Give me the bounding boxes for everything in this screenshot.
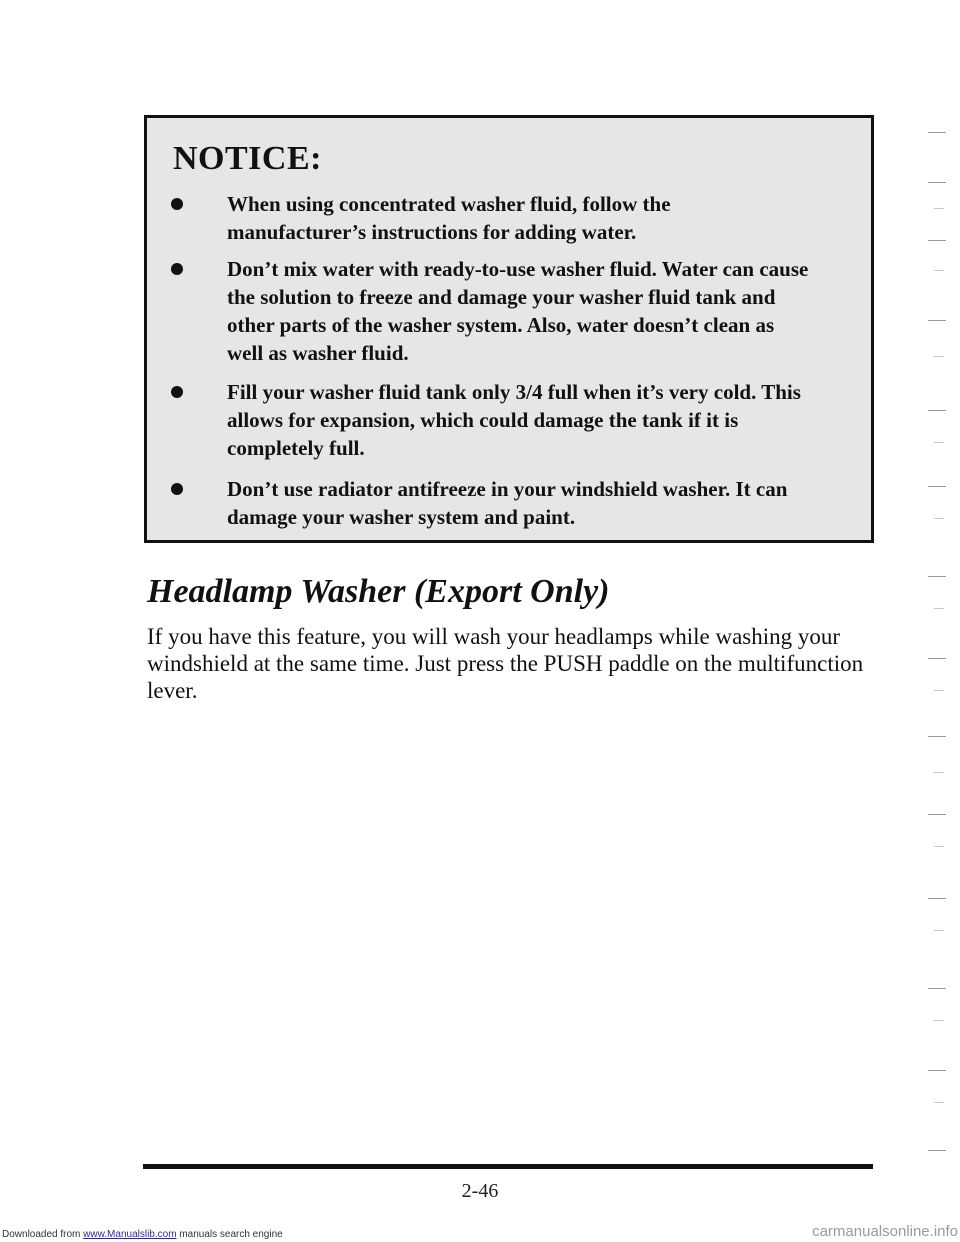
- edge-mark: [928, 132, 946, 133]
- notice-item: [171, 255, 811, 367]
- edge-mark: [934, 356, 944, 357]
- edge-mark: [934, 518, 944, 519]
- edge-mark: [928, 410, 946, 411]
- bullet-icon: [171, 263, 183, 275]
- edge-mark: [928, 658, 946, 659]
- edge-mark: [934, 690, 944, 691]
- bullet-icon: [171, 386, 183, 398]
- edge-mark: [934, 772, 944, 773]
- body-paragraph: If you have this feature, you will wash your headlamps while washing your windshield at the same time. Just press the PUSH paddle on the multifunction lever.: [147, 624, 864, 703]
- edge-mark: [928, 898, 946, 899]
- edge-mark: [928, 1150, 946, 1151]
- edge-mark: [934, 1020, 944, 1021]
- edge-mark: [934, 208, 944, 209]
- edge-mark: [928, 1070, 946, 1071]
- page-number: 2-46: [461, 1180, 499, 1202]
- notice-item-text: Don’t use radiator antifreeze in your windshield washer. It can damage your washer system and paint.: [227, 477, 788, 529]
- bullet-icon: [171, 198, 183, 210]
- watermark-prefix: Downloaded from: [2, 1229, 84, 1240]
- edge-mark: [928, 486, 946, 487]
- edge-mark: [934, 270, 944, 271]
- download-watermark: [2, 1229, 283, 1240]
- edge-mark: [928, 240, 946, 241]
- edge-mark: [934, 930, 944, 931]
- edge-mark: [928, 814, 946, 815]
- notice-item-text: Fill your washer fluid tank only 3/4 full when it’s very cold. This allows for expansion, which could damage the tank if it is completely full.: [227, 380, 801, 460]
- notice-item: [171, 378, 811, 462]
- edge-mark: [934, 846, 944, 847]
- site-watermark: carmanualsonline.info: [812, 1223, 958, 1240]
- edge-mark: [934, 1102, 944, 1103]
- bullet-icon: [171, 483, 183, 495]
- watermark-suffix: manuals search engine: [176, 1229, 283, 1240]
- section-heading: Headlamp Washer (Export Only): [147, 573, 610, 610]
- notice-box: [144, 115, 874, 543]
- edge-mark: [934, 608, 944, 609]
- edge-mark: [934, 442, 944, 443]
- notice-item: [171, 190, 811, 246]
- edge-mark: [928, 736, 946, 737]
- notice-item: [171, 475, 811, 531]
- notice-item-text: Don’t mix water with ready-to-use washer fluid. Water can cause the solution to freeze and damage your washer fluid tank and other parts of the washer system. Also, water doesn’t clean as well as washer fluid.: [227, 257, 809, 365]
- edge-mark: [928, 320, 946, 321]
- notice-title: NOTICE:: [173, 140, 322, 177]
- edge-mark: [928, 988, 946, 989]
- notice-item-text: When using concentrated washer fluid, follow the manufacturer’s instructions for adding water.: [227, 192, 671, 244]
- footer-rule: [143, 1164, 873, 1169]
- edge-mark: [928, 182, 946, 183]
- manualslib-link[interactable]: www.Manualslib.com: [83, 1229, 177, 1240]
- edge-mark: [928, 576, 946, 577]
